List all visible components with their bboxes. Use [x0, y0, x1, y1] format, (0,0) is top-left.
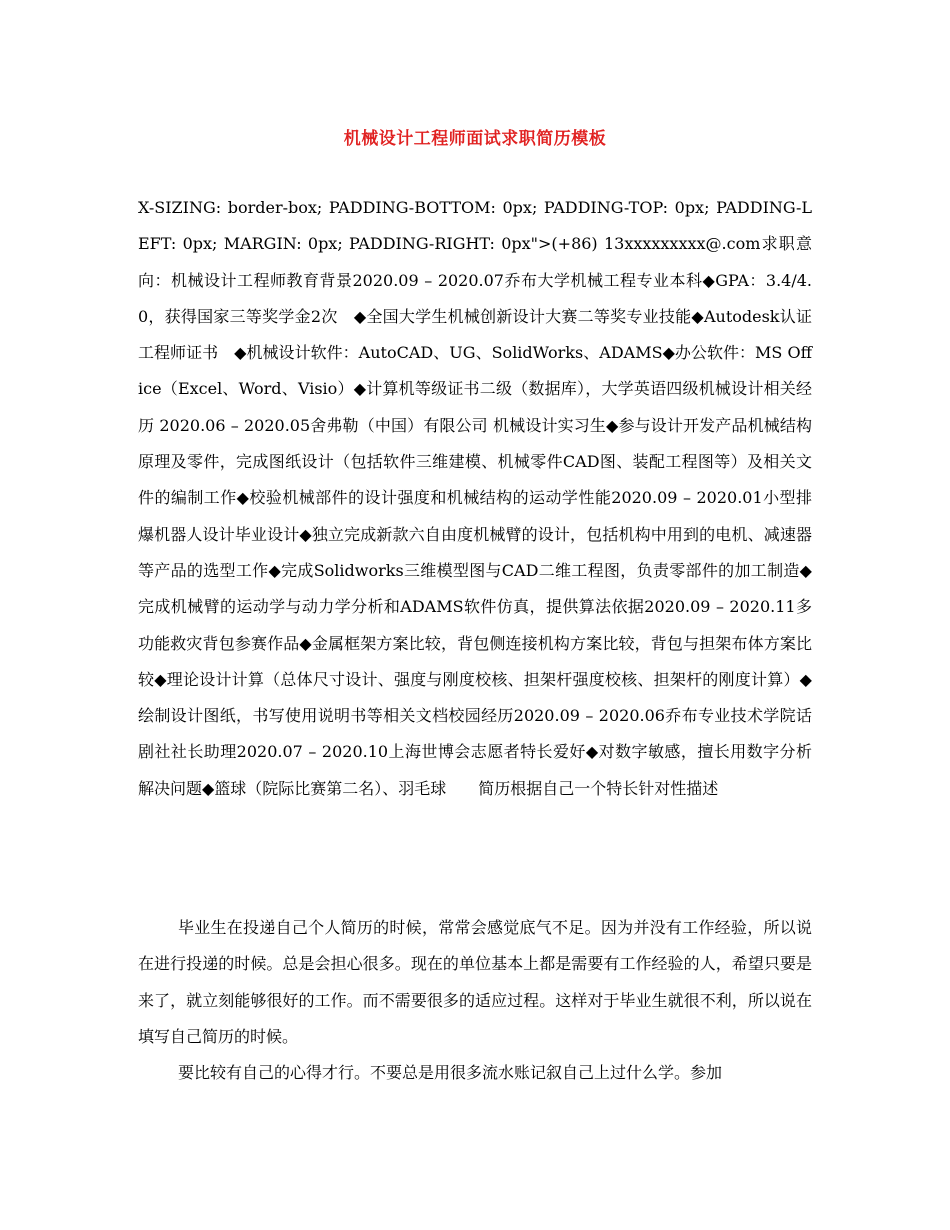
paragraph-2: 要比较有自己的心得才行。不要总是用很多流水账记叙自己上过什么学。参加 — [178, 1063, 723, 1082]
resume-body-text: X-SIZING: border-box; PADDING-BOTTOM: 0px; PADDING-TOP: 0px; PADDING-LEFT: 0px; MARGIN: 0px; PADDING-RIGHT: 0px">(+86) 13xxxxxxxxx@.com求职意向：机械设计工程师教育背景2020.09 – 2020.07乔布大学机械工程专业本科◆GPA：3.4/4.0，获得国家三等奖学金2次 ◆全国大学生机械创新设计大赛二等奖专业技能◆Autodesk认证工程师证书 ◆机械设计软件：AutoCAD、UG、SolidWorks、ADAMS◆办公软件：MS Office（Excel、Word、Visio）◆计算机等级证书二级（数据库），大学英语四级机械设计相关经历 2020.06 – 2020.05舍弗勒（中国）有限公司 机械设计实习生◆参与设计开发产品机械结构原理及零件，完成图纸设计（包括软件三维建模、机械零件CAD图、装配工程图等）及相关文件的编制工作◆校验机械部件的设计强度和机械结构的运动学性能2020.09 – 2020.01小型排爆机器人设计毕业设计◆独立完成新款六自由度机械臂的设计，包括机构中用到的电机、减速器等产品的选型工作◆完成Solidworks三维模型图与CAD二维工程图，负责零部件的加工制造◆完成机械臂的运动学与动力学分析和ADAMS软件仿真，提供算法依据2020.09 – 2020.11多功能救灾背包参赛作品◆金属框架方案比较，背包侧连接机构方案比较，背包与担架布体方案比较◆理论设计计算（总体尺寸设计、强度与刚度校核、担架杆强度校核、担架杆的刚度计算）◆绘制设计图纸，书写使用说明书等相关文档校园经历2020.09 – 2020.06乔布专业技术学院话剧社社长助理2020.07 – 2020.10上海世博会志愿者特长爱好◆对数字敏感，擅长用数字分析解决问题◆篮球（院际比赛第二名）、羽毛球 简历根据自己一个特长针对性描述 — [138, 198, 812, 798]
paragraph-1: 毕业生在投递自己个人简历的时候，常常会感觉底气不足。因为并没有工作经验，所以说在进行投递的时候。总是会担心很多。现在的单位基本上都是需要有工作经验的人，希望只要是来了，就立刻能够很好的工作。而不需要很多的适应过程。这样对于毕业生就很不利，所以说在填写自己简历的时候。 — [138, 918, 812, 1046]
document-title: 机械设计工程师面试求职简历模板 — [343, 129, 607, 149]
